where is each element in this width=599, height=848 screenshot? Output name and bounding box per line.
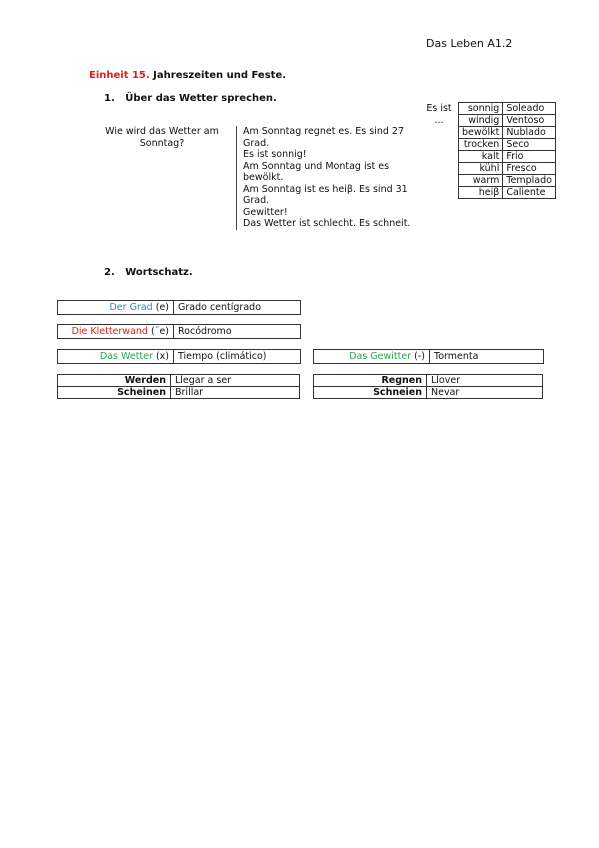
table-row (459, 151, 556, 163)
vocab-translation: Tormenta (434, 351, 479, 362)
document-header: Das Leben A1.2 (426, 37, 513, 50)
table-row (459, 175, 556, 187)
unit-label: Einheit 15. (89, 70, 150, 81)
answer-line: Am Sonntag regnet es. Es sind 27 Grad. (243, 126, 404, 149)
verb-es: Llegar a ser (171, 375, 300, 387)
verb-de: Regnen (314, 375, 427, 387)
vocab-word: Das Wetter (99, 351, 153, 362)
answer-line: Am Sonntag ist es heiβ. Es sind 31 Grad. (243, 183, 408, 206)
vocab-gewitter (313, 349, 544, 364)
adjective-de: kalt (459, 151, 503, 163)
adjective-es: Caliente (503, 187, 556, 199)
adjective-es: Fresco (503, 163, 556, 175)
section-2-title: Wortschatz. (125, 267, 193, 278)
adjective-de: trocken (459, 139, 503, 151)
adjective-es: Seco (503, 139, 556, 151)
adjective-es: Frio (503, 151, 556, 163)
answer-line: Am Sonntag und Montag ist es bewölkt. (243, 160, 390, 183)
answer-line: Das Wetter ist schlecht. Es schneit. (243, 218, 411, 229)
vocab-plural: (x) (155, 351, 169, 362)
vocab-grad (57, 300, 301, 315)
table-row (58, 375, 300, 387)
section-1-title: Über das Wetter sprechen. (125, 93, 277, 104)
adjective-es: Nublado (503, 127, 556, 139)
section-2-number: 2. (104, 267, 115, 278)
verb-table-left (57, 374, 300, 399)
adjective-de: heiβ (459, 187, 503, 199)
adjective-de: kühl (459, 163, 503, 175)
section-2-heading (104, 267, 193, 278)
unit-title (89, 70, 286, 81)
vocab-translation: Rocódromo (178, 326, 232, 337)
unit-name: Jahreszeiten und Feste. (153, 70, 287, 81)
adjective-es: Soleado (503, 103, 556, 115)
adjective-es: Ventoso (503, 115, 556, 127)
table-row (459, 115, 556, 127)
es-ist-label: Es ist … (426, 103, 452, 126)
vocab-plural: (¨e) (150, 326, 169, 337)
adjective-de: warm (459, 175, 503, 187)
vocab-word: Das Gewitter (349, 351, 412, 362)
vocab-translation: Tiempo (climático) (178, 351, 267, 362)
table-row (459, 163, 556, 175)
table-row (314, 375, 543, 387)
weather-question: Wie wird das Wetter am Sonntag? (105, 126, 219, 149)
verb-es: Nevar (427, 387, 543, 399)
adjective-table (458, 102, 556, 199)
table-row (459, 127, 556, 139)
vocab-plural: (-) (414, 351, 425, 362)
adjective-de: bewölkt (459, 127, 503, 139)
verb-es: Brillar (171, 387, 300, 399)
table-row (459, 187, 556, 199)
vocab-kletterwand (57, 324, 301, 339)
vocab-word: Die Kletterwand (71, 326, 148, 337)
table-row (459, 103, 556, 115)
adjective-de: windig (459, 115, 503, 127)
section-1-number: 1. (104, 93, 115, 104)
verb-table-right (313, 374, 543, 399)
verb-de: Scheinen (58, 387, 171, 399)
adjective-es: Templado (503, 175, 556, 187)
vocab-plural: (e) (155, 302, 169, 313)
verb-de: Werden (58, 375, 171, 387)
verb-de: Schneien (314, 387, 427, 399)
answer-list (236, 126, 418, 230)
answer-line: Gewitter! (243, 206, 288, 218)
table-row (314, 387, 543, 399)
vocab-wetter (57, 349, 301, 364)
table-row (58, 387, 300, 399)
vocab-translation: Grado centígrado (178, 302, 262, 313)
table-row (459, 139, 556, 151)
answer-line: Es ist sonnig! (243, 149, 307, 160)
vocab-word: Der Grad (109, 302, 153, 313)
section-1-heading (104, 93, 277, 104)
adjective-de: sonnig (459, 103, 503, 115)
verb-es: Llover (427, 375, 543, 387)
